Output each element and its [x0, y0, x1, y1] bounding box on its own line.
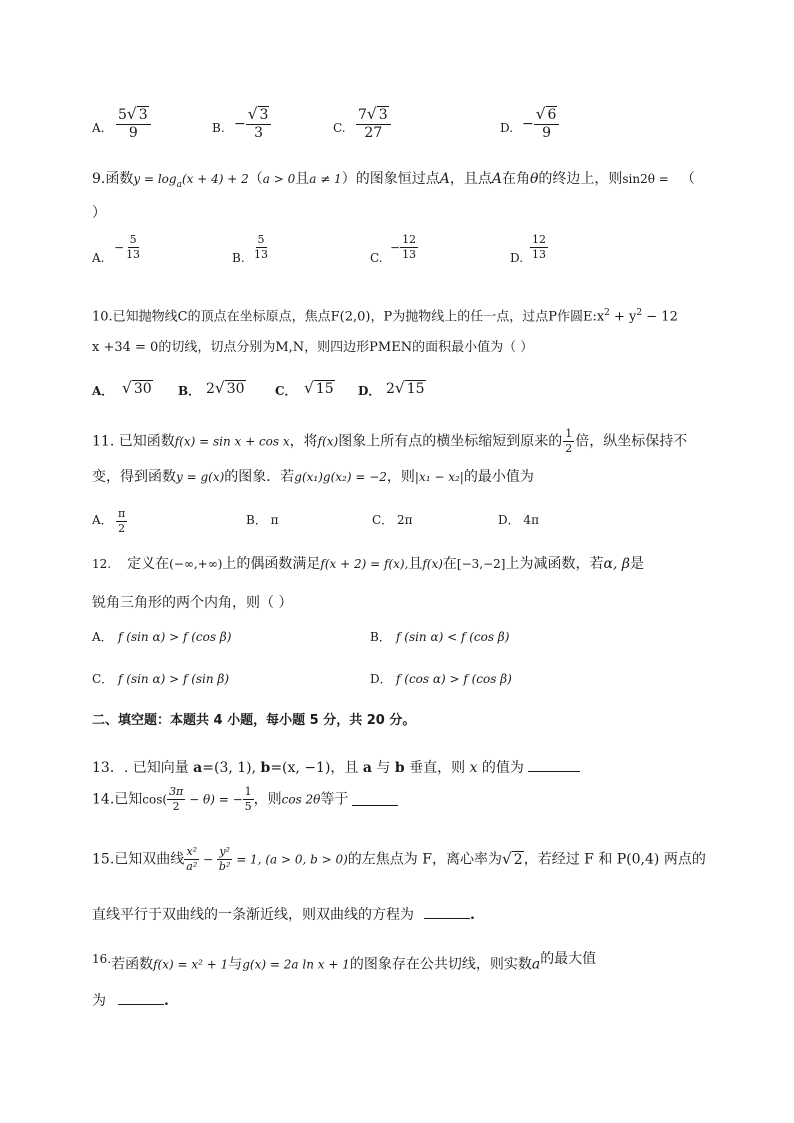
q10-option-a-label: A．	[92, 384, 114, 398]
q15-answer-blank[interactable]	[424, 906, 470, 919]
q9-paren-close: ）	[92, 205, 106, 221]
q8-option-b-value: − $\frac{√ 3}{3}$	[234, 106, 271, 142]
q10-option-c-value: √ 15	[304, 379, 334, 397]
section-heading: 二、填空题：本题共 4 小题，每小题 5 分，共 20 分。	[92, 713, 416, 728]
q8-option-c-label: C.	[333, 121, 346, 135]
q11-option-d: D． 4π	[498, 513, 539, 527]
q13-answer-blank[interactable]	[528, 759, 580, 772]
q10-option-d-label: D．	[358, 384, 381, 398]
q9-option-c-label: C.	[370, 251, 383, 265]
q10-stem-line2: x +34 = 0的切线，切点分别为M,N，则四边形PMEN的面积最小值为（ ）	[92, 340, 534, 355]
q16-answer-blank[interactable]	[118, 992, 164, 1005]
q8-option-c-value: $\frac{7√ 3}{27}$	[356, 106, 391, 142]
q11-stem-line2: 变，得到函数y = g(x)的图象．若g(x₁)g(x₂) = −2，则|x₁ − x₂|的最小值为	[92, 469, 534, 485]
q12-option-a-value: f (sin α) > f (cos β)	[118, 630, 232, 644]
q15-stem-line2: 直线平行于双曲线的一条渐近线，则双曲线的方程为 .	[92, 907, 475, 923]
q15-stem-line1: 15.已知双曲线 $\frac{\text{x²}}{\text{a²}}$ − $\frac{\text{y²}}{\text{b²}}$ = 1, (a > 0, b > 0)的左焦点为 F，离心率为√ 2，若经过 F 和 P(0,4) 两点的	[92, 845, 706, 874]
q9-option-d-value: $\frac{12}{13}$	[532, 233, 546, 262]
q12-option-c-label: C．	[92, 672, 114, 686]
q10-option-d-value: 2√ 15	[386, 379, 425, 397]
q9-option-a-value: − $\frac{5}{13}$	[114, 233, 141, 262]
q12-stem-line1: 12. 定义在(−∞,+∞)上的偶函数满足f(x + 2) = f(x),且f(x)在[−3,−2]上为减函数，若α, β是	[92, 556, 644, 572]
q11-stem-line1: 11. 已知函数f(x) = sin x + cos x，将f(x)图象上所有点的横坐标缩短到原来的 $\frac{1}{2}$ 倍，纵坐标保持不	[92, 427, 688, 456]
q12-option-a-label: A．	[92, 630, 113, 644]
q8-option-a-label: A.	[92, 121, 105, 135]
q12-option-b-label: B．	[370, 630, 391, 644]
q9-option-b-value: $\frac{5}{13}$	[254, 233, 268, 262]
q14-answer-blank[interactable]	[352, 793, 398, 806]
q10-stem-line1: 10.已知抛物线C的顶点在坐标原点，焦点F(2,0)，P为抛物线上的任一点，过点P作圆$E:x^2 + y^2 - 12$	[92, 308, 678, 325]
q12-option-d-value: f (cos α) > f (cos β)	[396, 672, 512, 686]
q10-option-b-label: B．	[178, 384, 201, 398]
q9-stem: 9.函数$y = \log_a(x + 4) + 2(a > 0$且a ≠ 1）的图象恒过点A，且点A在角θ的终边上，则sin2θ = （	[92, 171, 695, 190]
q13-stem: 13．. 已知向量 a=(3, 1), b=(x, −1)，且 a 与 b 垂直，则 x 的值为	[92, 759, 580, 775]
q9-option-d-label: D.	[510, 251, 524, 265]
q9-option-b-label: B.	[232, 251, 245, 265]
q16-stem-line2: 为 .	[92, 993, 169, 1009]
q11-option-b: B． π	[246, 513, 279, 527]
q14-stem: 14.已知cos( $\frac{3\pi}{2}$ − θ) = − $\frac{1}{5}$ ，则cos 2θ等于	[92, 786, 398, 813]
q12-option-b-value: f (sin α) < f (cos β)	[396, 630, 510, 644]
q10-option-c-label: C．	[275, 384, 297, 398]
q12-stem-line2: 锐角三角形的两个内角，则（ ）	[92, 595, 293, 611]
q11-option-c: C． 2π	[372, 513, 413, 527]
q10-option-a-value: √ 30	[122, 379, 152, 397]
q8-option-b-label: B.	[212, 121, 225, 135]
q10-option-b-value: 2√ 30	[206, 379, 245, 397]
q16-stem-line1: 16.若函数f(x) = x² + 1与g(x) = 2a ln x + 1的图象存在公共切线，则实数a的最大值	[92, 951, 597, 973]
q12-option-d-label: D．	[370, 672, 392, 686]
q9-option-a-label: A.	[92, 251, 105, 265]
q8-option-d-value: − $\frac{√ 6}{9}$	[522, 106, 559, 142]
q9-option-c-value: − $\frac{12}{13}$	[390, 233, 417, 262]
q12-option-c-value: f (sin α) > f (sin β)	[118, 672, 230, 686]
q11-option-a-value: $\frac{\pi}{2}$	[118, 507, 126, 536]
q11-option-a-label: A．	[92, 513, 113, 527]
q8-option-d-label: D.	[500, 121, 514, 135]
q8-option-a-value: $\frac{5√ 3}{9}$	[116, 106, 151, 142]
